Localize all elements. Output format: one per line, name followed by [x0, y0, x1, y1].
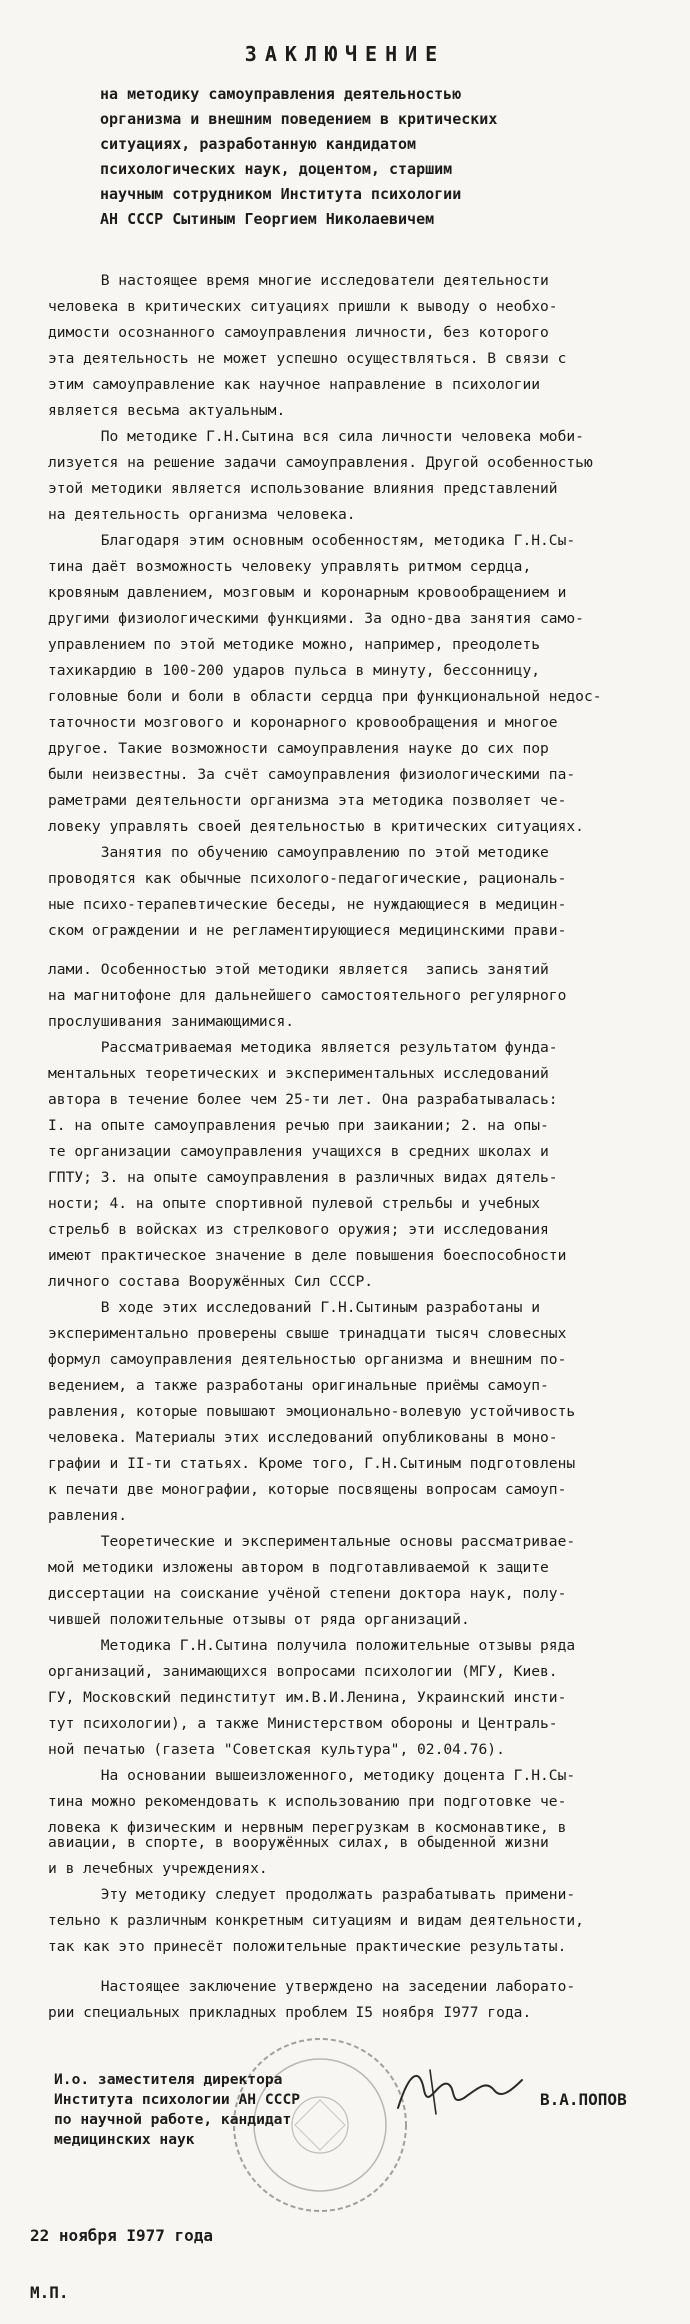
- body-line: лизуется на решение задачи самоуправления. Другой особенностью: [48, 454, 593, 471]
- body-line: Рассматриваемая методика является результатом фунда-: [48, 1039, 558, 1056]
- body-line: ведением, а также разработаны оригинальные приёмы самоуп-: [48, 1377, 549, 1394]
- body-line: человека. Материалы этих исследований опубликованы в моно-: [48, 1429, 558, 1446]
- body-line: ные психо-терапевтические беседы, не нуждающиеся в медицин-: [48, 896, 567, 913]
- signature-position: [54, 2070, 384, 2150]
- subtitle-line: психологических наук, доцентом, старшим: [100, 160, 453, 178]
- body-line: По методике Г.Н.Сытина вся сила личности человека моби-: [48, 428, 584, 445]
- body-line: ГУ, Московский пединститут им.В.И.Ленина, Украинский инсти-: [48, 1689, 567, 1706]
- body-line: человека в критических ситуациях пришли к выводу о необхо-: [48, 298, 558, 315]
- body-line: тина можно рекомендовать к использованию при подготовке че-: [48, 1793, 567, 1810]
- body-line: ности; 4. на опыте спортивной пулевой стрельбы и учебных: [48, 1195, 541, 1212]
- signature-line: Института психологии АН СССР: [54, 2091, 301, 2108]
- body-line: эта деятельность не может успешно осуществляться. В связи с: [48, 350, 567, 367]
- body-line: I. на опыте самоуправления речью при заикании; 2. на опы-: [48, 1117, 549, 1134]
- body-line: ной печатью (газета "Советская культура", 02.04.76).: [48, 1741, 505, 1758]
- body-line: стрельб в войсках из стрелкового оружия; эти исследования: [48, 1221, 549, 1238]
- body-line: экспериментально проверены свыше тринадцати тысяч словесных: [48, 1325, 567, 1342]
- body-line: диссертации на соискание учёной степени доктора наук, полу-: [48, 1585, 567, 1602]
- seal-mark: М.П.: [30, 2283, 69, 2302]
- signature-line: И.о. заместителя директора: [54, 2071, 283, 2088]
- body-line: так как это принесёт положительные практические результаты.: [48, 1938, 567, 1955]
- body-line: личного состава Вооружённых Сил СССР.: [48, 1273, 374, 1290]
- body-line: рии специальных прикладных проблем I5 ноября I977 года.: [48, 2004, 532, 2021]
- body-section-3: [48, 1830, 668, 1960]
- body-line: На основании вышеизложенного, методику доцента Г.Н.Сы-: [48, 1767, 576, 1784]
- body-section-4: [48, 1974, 668, 2026]
- body-line: организаций, занимающихся вопросами психологии (МГУ, Киев.: [48, 1663, 558, 1680]
- body-line: ском ограждении и не регламентирующиеся медицинскими прави-: [48, 922, 567, 939]
- body-line: чившей положительные отзывы от ряда организаций.: [48, 1611, 470, 1628]
- body-line: тина даёт возможность человеку управлять ритмом сердца,: [48, 558, 532, 575]
- body-line: другими физиологическими функциями. За одно-два занятия само-: [48, 610, 584, 627]
- body-line: этим самоуправление как научное направление в психологии: [48, 376, 541, 393]
- body-line: к печати две монографии, которые посвящены вопросам самоуп-: [48, 1481, 567, 1498]
- body-line: ментальных теоретических и экспериментальных исследований: [48, 1065, 549, 1082]
- body-line: головные боли и боли в области сердца при функциональной недос-: [48, 688, 602, 705]
- body-line: другое. Такие возможности самоуправления науке до сих пор: [48, 740, 549, 757]
- document-date: 22 ноября I977 года: [30, 2226, 214, 2245]
- body-line: на магнитофоне для дальнейшего самостоятельного регулярного: [48, 987, 567, 1004]
- body-line: В ходе этих исследований Г.Н.Сытиным разработаны и: [48, 1299, 541, 1316]
- body-line: таточности мозгового и коронарного кровообращения и многое: [48, 714, 558, 731]
- body-section-1: [48, 268, 668, 944]
- body-line: этой методики является использование влияния представлений: [48, 480, 558, 497]
- body-line: раметрами деятельности организма эта методика позволяет че-: [48, 792, 567, 809]
- body-line: лами. Особенностью этой методики является запись занятий: [48, 961, 549, 978]
- subtitle-line: на методику самоуправления деятельностью: [100, 85, 462, 103]
- body-line: равления, которые повышают эмоционально-волевую устойчивость: [48, 1403, 576, 1420]
- body-line: кровяным давлением, мозговым и коронарным кровообращением и: [48, 584, 567, 601]
- body-line: тахикардию в 100-200 ударов пульса в минуту, бессонницу,: [48, 662, 541, 679]
- body-line: Благодаря этим основным особенностям, методика Г.Н.Сы-: [48, 532, 576, 549]
- handwritten-signature: [390, 2050, 530, 2130]
- signature-line: по научной работе, кандидат: [54, 2111, 292, 2128]
- body-line: были неизвестны. За счёт самоуправления физиологическими па-: [48, 766, 576, 783]
- body-line: автора в течение более чем 25-ти лет. Она разрабатывалась:: [48, 1091, 558, 1108]
- subtitle-line: ситуациях, разработанную кандидатом: [100, 135, 417, 153]
- body-section-2: [48, 957, 668, 1841]
- body-line: димости осознанного самоуправления личности, без которого: [48, 324, 549, 341]
- body-line: Эту методику следует продолжать разрабатывать примени-: [48, 1886, 576, 1903]
- body-line: авиации, в спорте, в вооружённых силах, в обыденной жизни: [48, 1834, 549, 1851]
- body-line: тельно к различным конкретным ситуациям и видам деятельности,: [48, 1912, 584, 1929]
- subtitle-line: АН СССР Сытиным Георгием Николаевичем: [100, 210, 435, 228]
- body-line: Методика Г.Н.Сытина получила положительные отзывы ряда: [48, 1637, 576, 1654]
- body-line: формул самоуправления деятельностью организма и внешним по-: [48, 1351, 567, 1368]
- body-line: В настоящее время многие исследователи деятельности: [48, 272, 549, 289]
- body-line: тут психологии), а также Министерством обороны и Централь-: [48, 1715, 558, 1732]
- signature-line: медицинских наук: [54, 2131, 195, 2148]
- document-subtitle: [100, 82, 670, 232]
- document-title: ЗАКЛЮЧЕНИЕ: [244, 42, 446, 66]
- body-line: прослушивания занимающимися.: [48, 1013, 295, 1030]
- signer-name: В.А.ПОПОВ: [540, 2090, 627, 2109]
- body-line: ловека к физическим и нервным перегрузкам в космонавтике, в: [48, 1819, 567, 1836]
- body-line: является весьма актуальным.: [48, 402, 286, 419]
- body-line: Занятия по обучению самоуправлению по этой методике: [48, 844, 549, 861]
- body-line: те организации самоуправления учащихся в средних школах и: [48, 1143, 549, 1160]
- body-line: имеют практическое значение в деле повышения боеспособности: [48, 1247, 567, 1264]
- body-line: графии и II-ти статьях. Кроме того, Г.Н.Сытиным подготовлены: [48, 1455, 576, 1472]
- body-line: Настоящее заключение утверждено на заседении лаборато-: [48, 1978, 576, 1995]
- body-line: ГПТУ; 3. на опыте самоуправления в различных видах дятель-: [48, 1169, 558, 1186]
- body-line: на деятельность организма человека.: [48, 506, 356, 523]
- body-line: Теоретические и экспериментальные основы рассматривае-: [48, 1533, 576, 1550]
- body-line: мой методики изложены автором в подготавливаемой к защите: [48, 1559, 549, 1576]
- body-line: равления.: [48, 1507, 128, 1524]
- body-line: управлением по этой методике можно, например, преодолеть: [48, 636, 541, 653]
- body-line: проводятся как обычные психолого-педагогические, рациональ-: [48, 870, 567, 887]
- subtitle-line: научным сотрудником Института психологии: [100, 185, 462, 203]
- subtitle-line: организма и внешним поведением в критических: [100, 110, 498, 128]
- body-line: ловеку управлять своей деятельностью в критических ситуациях.: [48, 818, 584, 835]
- body-line: и в лечебных учреждениях.: [48, 1860, 268, 1877]
